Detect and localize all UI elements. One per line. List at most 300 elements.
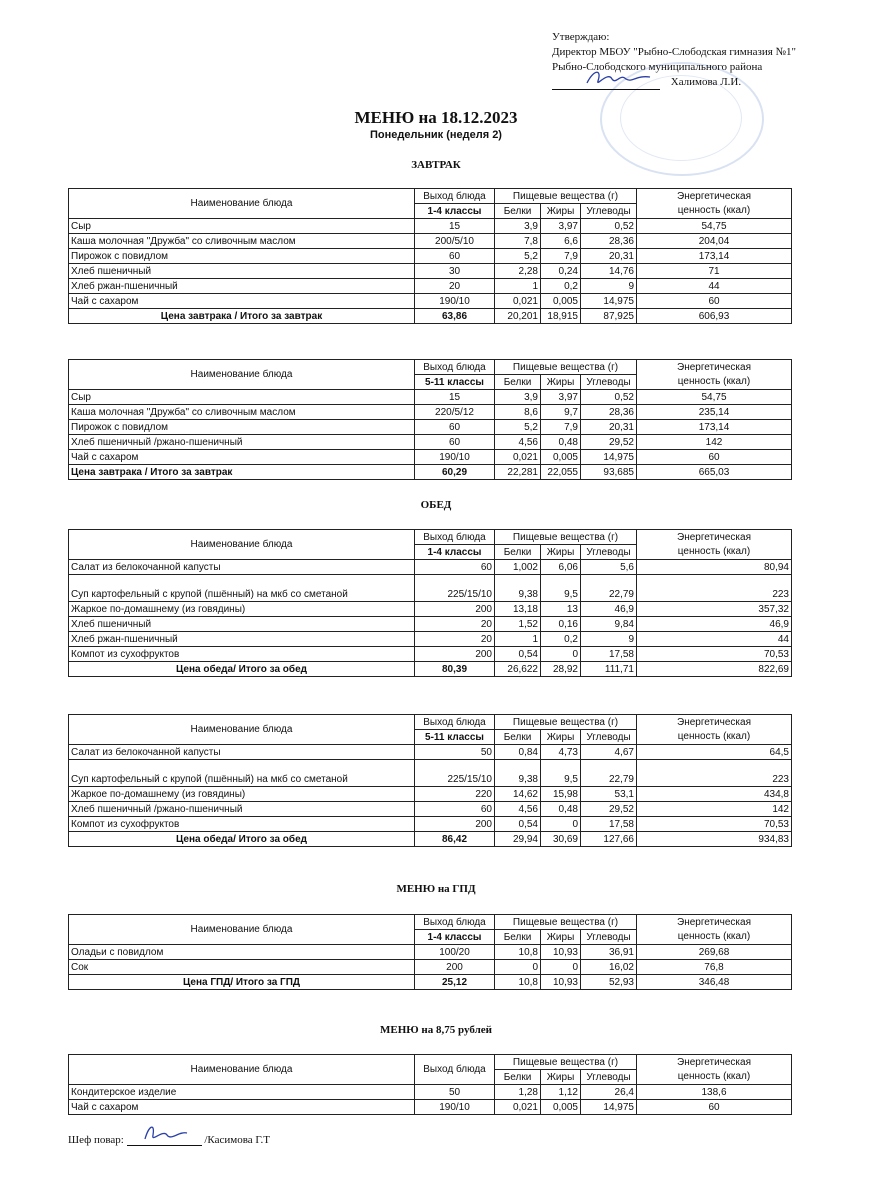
table-cell: 173,14 bbox=[637, 420, 792, 435]
header-energy bbox=[637, 189, 792, 219]
header-grade: 5-11 классы bbox=[415, 730, 495, 745]
total-cell: 127,66 bbox=[581, 832, 637, 847]
total-cell: 10,93 bbox=[541, 975, 581, 990]
table-cell: 44 bbox=[637, 279, 792, 294]
header-energy-line2: ценность (ккал) bbox=[677, 204, 751, 216]
table-cell: 3,9 bbox=[495, 390, 541, 405]
table-row bbox=[69, 647, 792, 662]
table-row bbox=[69, 787, 792, 802]
table-cell: 9,38 bbox=[495, 760, 541, 787]
table-cell: Оладьи с повидлом bbox=[69, 945, 415, 960]
table-cell: 60 bbox=[637, 294, 792, 309]
table-cell: 0 bbox=[541, 817, 581, 832]
table-cell: 200 bbox=[415, 960, 495, 975]
header-yield: Выход блюда bbox=[415, 530, 495, 545]
header-energy-line1: Энергетическая bbox=[677, 716, 751, 728]
table-header-row bbox=[69, 715, 792, 730]
table-cell: 54,75 bbox=[637, 219, 792, 234]
section-gpd: МЕНЮ на ГПД bbox=[396, 883, 476, 895]
menu-table-g1 bbox=[68, 914, 792, 990]
table-cell: Пирожок с повидлом bbox=[69, 420, 415, 435]
header-energy bbox=[637, 915, 792, 945]
table-cell: 1,52 bbox=[495, 617, 541, 632]
total-cell: 26,622 bbox=[495, 662, 541, 677]
table-cell: 0,2 bbox=[541, 279, 581, 294]
table-cell: Кондитерское изделие bbox=[69, 1085, 415, 1100]
table-cell: 142 bbox=[637, 802, 792, 817]
table-cell: 190/10 bbox=[415, 1100, 495, 1115]
table-cell: 434,8 bbox=[637, 787, 792, 802]
table-cell: 190/10 bbox=[415, 450, 495, 465]
header-carbs: Углеводы bbox=[581, 204, 637, 219]
header-carbs: Углеводы bbox=[581, 375, 637, 390]
table-cell: 13 bbox=[541, 602, 581, 617]
header-energy-line2: ценность (ккал) bbox=[677, 545, 751, 557]
table-cell: 204,04 bbox=[637, 234, 792, 249]
table-cell: Хлеб пшеничный /ржано-пшеничный bbox=[69, 435, 415, 450]
table-cell: 5,2 bbox=[495, 249, 541, 264]
table-cell: 142 bbox=[637, 435, 792, 450]
table-cell: 173,14 bbox=[637, 249, 792, 264]
total-label: Цена обеда/ Итого за обед bbox=[69, 662, 415, 677]
table-total-row bbox=[69, 832, 792, 847]
header-carbs: Углеводы bbox=[581, 545, 637, 560]
table-header-row bbox=[69, 530, 792, 545]
table-cell: 4,56 bbox=[495, 435, 541, 450]
total-cell: 22,055 bbox=[541, 465, 581, 480]
table-cell: 5,2 bbox=[495, 420, 541, 435]
header-proteins: Белки bbox=[495, 375, 541, 390]
table-cell: 5,6 bbox=[581, 560, 637, 575]
table-row bbox=[69, 234, 792, 249]
signature-underline bbox=[552, 77, 660, 90]
table-cell: 0,021 bbox=[495, 1100, 541, 1115]
table-cell: 50 bbox=[415, 1085, 495, 1100]
header-dish-name: Наименование блюда bbox=[69, 915, 415, 945]
table-cell: Жаркое по-домашнему (из говядины) bbox=[69, 602, 415, 617]
table-row bbox=[69, 294, 792, 309]
total-cell: 30,69 bbox=[541, 832, 581, 847]
chef-signature-underline bbox=[127, 1133, 202, 1146]
table-cell: 4,67 bbox=[581, 745, 637, 760]
table-cell: 64,5 bbox=[637, 745, 792, 760]
total-label: Цена завтрака / Итого за завтрак bbox=[69, 465, 415, 480]
table-cell: 0,24 bbox=[541, 264, 581, 279]
table-row bbox=[69, 219, 792, 234]
table-cell: Сок bbox=[69, 960, 415, 975]
header-yield: Выход блюда bbox=[415, 715, 495, 730]
table-header-row bbox=[69, 360, 792, 375]
header-fats: Жиры bbox=[541, 930, 581, 945]
header-grade: 1-4 классы bbox=[415, 204, 495, 219]
header-energy bbox=[637, 1055, 792, 1085]
table-cell: 44 bbox=[637, 632, 792, 647]
total-cell: 60,29 bbox=[415, 465, 495, 480]
table-row bbox=[69, 264, 792, 279]
table-cell: 70,53 bbox=[637, 647, 792, 662]
table-cell: 15 bbox=[415, 390, 495, 405]
header-energy-line2: ценность (ккал) bbox=[677, 730, 751, 742]
table-cell: 9 bbox=[581, 632, 637, 647]
table-cell: 53,1 bbox=[581, 787, 637, 802]
page-title: МЕНЮ на 18.12.2023 bbox=[354, 108, 518, 127]
header-fats: Жиры bbox=[541, 730, 581, 745]
header-proteins: Белки bbox=[495, 1070, 541, 1085]
table-cell: 13,18 bbox=[495, 602, 541, 617]
table-cell: 60 bbox=[415, 560, 495, 575]
table-cell: Хлеб пшеничный /ржано-пшеничный bbox=[69, 802, 415, 817]
total-label: Цена ГПД/ Итого за ГПД bbox=[69, 975, 415, 990]
header-nutrients: Пищевые вещества (г) bbox=[495, 360, 637, 375]
table-cell: 9,5 bbox=[541, 575, 581, 602]
section-cheap-menu: МЕНЮ на 8,75 рублей bbox=[380, 1024, 492, 1036]
header-energy-line2: ценность (ккал) bbox=[677, 375, 751, 387]
table-cell: 0 bbox=[495, 960, 541, 975]
table-cell: 0,54 bbox=[495, 647, 541, 662]
table-cell: 0,16 bbox=[541, 617, 581, 632]
header-proteins: Белки bbox=[495, 204, 541, 219]
table-header-row bbox=[69, 915, 792, 930]
header-fats: Жиры bbox=[541, 1070, 581, 1085]
table-row bbox=[69, 760, 792, 787]
total-cell: 52,93 bbox=[581, 975, 637, 990]
table-cell: 60 bbox=[415, 249, 495, 264]
table-cell: Чай с сахаром bbox=[69, 450, 415, 465]
header-nutrients: Пищевые вещества (г) bbox=[495, 530, 637, 545]
section-breakfast: ЗАВТРАК bbox=[411, 159, 461, 171]
table-cell: 0,84 bbox=[495, 745, 541, 760]
header-carbs: Углеводы bbox=[581, 930, 637, 945]
table-cell: 60 bbox=[415, 802, 495, 817]
total-cell: 86,42 bbox=[415, 832, 495, 847]
table-cell: 200 bbox=[415, 817, 495, 832]
table-cell: 0,52 bbox=[581, 219, 637, 234]
table-row bbox=[69, 249, 792, 264]
table-row bbox=[69, 617, 792, 632]
table-cell: 0,48 bbox=[541, 435, 581, 450]
total-cell: 111,71 bbox=[581, 662, 637, 677]
table-cell: 14,975 bbox=[581, 450, 637, 465]
table-cell: 220 bbox=[415, 787, 495, 802]
total-cell: 18,915 bbox=[541, 309, 581, 324]
header-energy-line1: Энергетическая bbox=[677, 916, 751, 928]
table-cell: 14,76 bbox=[581, 264, 637, 279]
total-cell: 10,8 bbox=[495, 975, 541, 990]
table-cell: 60 bbox=[637, 450, 792, 465]
table-cell: 20,31 bbox=[581, 249, 637, 264]
table-cell: 9,38 bbox=[495, 575, 541, 602]
table-cell: 9,84 bbox=[581, 617, 637, 632]
menu-table-b2 bbox=[68, 359, 792, 480]
approval-district: Рыбно-Слободского муниципального района bbox=[552, 61, 763, 73]
table-cell: 0,005 bbox=[541, 1100, 581, 1115]
table-cell: 14,975 bbox=[581, 294, 637, 309]
header-energy bbox=[637, 530, 792, 560]
menu-table-b1 bbox=[68, 188, 792, 324]
total-cell: 20,201 bbox=[495, 309, 541, 324]
table-cell: 4,56 bbox=[495, 802, 541, 817]
table-cell: 7,9 bbox=[541, 249, 581, 264]
menu-table-c1 bbox=[68, 1054, 792, 1115]
table-cell: 10,8 bbox=[495, 945, 541, 960]
header-energy-line1: Энергетическая bbox=[677, 361, 751, 373]
table-cell: 3,9 bbox=[495, 219, 541, 234]
table-cell: 138,6 bbox=[637, 1085, 792, 1100]
table-cell: 0,005 bbox=[541, 450, 581, 465]
approval-heading: Утверждаю: bbox=[552, 31, 610, 43]
table-cell: 7,9 bbox=[541, 420, 581, 435]
director-signature-icon bbox=[584, 67, 654, 89]
header-energy bbox=[637, 360, 792, 390]
table-cell: Пирожок с повидлом bbox=[69, 249, 415, 264]
header-energy-line1: Энергетическая bbox=[677, 1056, 751, 1068]
approval-director: Директор МБОУ "Рыбно-Слободская гимназия №1" bbox=[552, 46, 797, 58]
table-cell: 1 bbox=[495, 279, 541, 294]
table-cell: 60 bbox=[637, 1100, 792, 1115]
header-grade: 1-4 классы bbox=[415, 545, 495, 560]
table-row bbox=[69, 945, 792, 960]
table-cell: 0,54 bbox=[495, 817, 541, 832]
table-cell: 17,58 bbox=[581, 647, 637, 662]
table-cell: 3,97 bbox=[541, 390, 581, 405]
table-cell: 200/5/10 bbox=[415, 234, 495, 249]
table-cell: 50 bbox=[415, 745, 495, 760]
table-cell: 6,06 bbox=[541, 560, 581, 575]
table-cell: 190/10 bbox=[415, 294, 495, 309]
table-cell: Хлеб пшеничный bbox=[69, 264, 415, 279]
table-header-row bbox=[69, 189, 792, 204]
menu-table-l1 bbox=[68, 529, 792, 677]
table-total-row bbox=[69, 975, 792, 990]
table-total-row bbox=[69, 662, 792, 677]
table-cell: 46,9 bbox=[581, 602, 637, 617]
table-row bbox=[69, 279, 792, 294]
header-yield: Выход блюда bbox=[415, 1055, 495, 1085]
header-nutrients: Пищевые вещества (г) bbox=[495, 1055, 637, 1070]
table-row bbox=[69, 450, 792, 465]
table-cell: 0,2 bbox=[541, 632, 581, 647]
total-cell: 22,281 bbox=[495, 465, 541, 480]
approval-block bbox=[552, 30, 796, 90]
header-energy-line1: Энергетическая bbox=[677, 190, 751, 202]
table-cell: 0,48 bbox=[541, 802, 581, 817]
table-cell: 54,75 bbox=[637, 390, 792, 405]
table-cell: 20,31 bbox=[581, 420, 637, 435]
table-row bbox=[69, 405, 792, 420]
chef-name: /Касимова Г.Т bbox=[204, 1134, 271, 1146]
table-cell: 80,94 bbox=[637, 560, 792, 575]
table-cell: Каша молочная "Дружба" со сливочным маслом bbox=[69, 405, 415, 420]
chef-signature-block bbox=[68, 1133, 270, 1146]
total-cell: 80,39 bbox=[415, 662, 495, 677]
header-energy-line2: ценность (ккал) bbox=[677, 1070, 751, 1082]
total-cell: 822,69 bbox=[637, 662, 792, 677]
chef-label: Шеф повар: bbox=[68, 1134, 124, 1146]
table-row bbox=[69, 435, 792, 450]
total-cell: 63,86 bbox=[415, 309, 495, 324]
table-cell: Чай с сахаром bbox=[69, 294, 415, 309]
table-cell: 29,52 bbox=[581, 435, 637, 450]
table-cell: 0 bbox=[541, 960, 581, 975]
table-cell: 8,6 bbox=[495, 405, 541, 420]
table-cell: 70,53 bbox=[637, 817, 792, 832]
page-subtitle: Понедельник (неделя 2) bbox=[370, 129, 502, 141]
table-cell: 223 bbox=[637, 760, 792, 787]
table-cell: 2,28 bbox=[495, 264, 541, 279]
table-cell: 22,79 bbox=[581, 575, 637, 602]
header-nutrients: Пищевые вещества (г) bbox=[495, 715, 637, 730]
header-yield: Выход блюда bbox=[415, 189, 495, 204]
table-cell: 17,58 bbox=[581, 817, 637, 832]
table-cell: 9,5 bbox=[541, 760, 581, 787]
table-row bbox=[69, 632, 792, 647]
table-cell: 9 bbox=[581, 279, 637, 294]
table-cell: 0,005 bbox=[541, 294, 581, 309]
total-cell: 29,94 bbox=[495, 832, 541, 847]
table-cell: 28,36 bbox=[581, 234, 637, 249]
table-cell: 235,14 bbox=[637, 405, 792, 420]
table-cell: 60 bbox=[415, 435, 495, 450]
table-row bbox=[69, 560, 792, 575]
header-nutrients: Пищевые вещества (г) bbox=[495, 189, 637, 204]
table-row bbox=[69, 390, 792, 405]
table-cell: 14,975 bbox=[581, 1100, 637, 1115]
table-row bbox=[69, 1100, 792, 1115]
table-cell: Хлеб ржан-пшеничный bbox=[69, 632, 415, 647]
table-cell: 0,021 bbox=[495, 294, 541, 309]
table-cell: 76,8 bbox=[637, 960, 792, 975]
header-dish-name: Наименование блюда bbox=[69, 1055, 415, 1085]
table-cell: 1,28 bbox=[495, 1085, 541, 1100]
header-dish-name: Наименование блюда bbox=[69, 530, 415, 560]
header-nutrients: Пищевые вещества (г) bbox=[495, 915, 637, 930]
table-cell: 0,021 bbox=[495, 450, 541, 465]
table-cell: 0,52 bbox=[581, 390, 637, 405]
table-row bbox=[69, 1085, 792, 1100]
table-row bbox=[69, 802, 792, 817]
table-cell: Салат из белокочанной капусты bbox=[69, 745, 415, 760]
table-row bbox=[69, 817, 792, 832]
total-cell: 93,685 bbox=[581, 465, 637, 480]
table-cell: 10,93 bbox=[541, 945, 581, 960]
table-cell: 269,68 bbox=[637, 945, 792, 960]
header-dish-name: Наименование блюда bbox=[69, 360, 415, 390]
chef-signature-icon bbox=[141, 1121, 191, 1145]
total-cell: 28,92 bbox=[541, 662, 581, 677]
table-cell: 6,6 bbox=[541, 234, 581, 249]
table-cell: Чай с сахаром bbox=[69, 1100, 415, 1115]
header-energy bbox=[637, 715, 792, 745]
table-cell: 1,12 bbox=[541, 1085, 581, 1100]
header-proteins: Белки bbox=[495, 730, 541, 745]
header-dish-name: Наименование блюда bbox=[69, 715, 415, 745]
approval-signature-line bbox=[552, 75, 796, 90]
table-cell: Компот из сухофруктов bbox=[69, 647, 415, 662]
table-row bbox=[69, 960, 792, 975]
table-cell: 15,98 bbox=[541, 787, 581, 802]
table-cell: 20 bbox=[415, 632, 495, 647]
table-total-row bbox=[69, 309, 792, 324]
table-row bbox=[69, 420, 792, 435]
menu-table-l2 bbox=[68, 714, 792, 847]
total-cell: 934,83 bbox=[637, 832, 792, 847]
header-grade: 1-4 классы bbox=[415, 930, 495, 945]
table-cell: 0 bbox=[541, 647, 581, 662]
header-fats: Жиры bbox=[541, 545, 581, 560]
section-lunch: ОБЕД bbox=[420, 499, 452, 511]
header-carbs: Углеводы bbox=[581, 1070, 637, 1085]
table-cell: 225/15/10 bbox=[415, 575, 495, 602]
table-cell: Хлеб пшеничный bbox=[69, 617, 415, 632]
total-cell: 25,12 bbox=[415, 975, 495, 990]
table-cell: 14,62 bbox=[495, 787, 541, 802]
table-cell: Сыр bbox=[69, 390, 415, 405]
table-cell: 28,36 bbox=[581, 405, 637, 420]
table-cell: Суп картофельный с крупой (пшённый) на мкб со сметаной bbox=[69, 760, 415, 787]
total-cell: 665,03 bbox=[637, 465, 792, 480]
table-cell: 223 bbox=[637, 575, 792, 602]
table-cell: Каша молочная "Дружба" со сливочным маслом bbox=[69, 234, 415, 249]
table-total-row bbox=[69, 465, 792, 480]
table-cell: 200 bbox=[415, 602, 495, 617]
table-cell: 36,91 bbox=[581, 945, 637, 960]
header-energy-line1: Энергетическая bbox=[677, 531, 751, 543]
table-cell: 220/5/12 bbox=[415, 405, 495, 420]
total-label: Цена завтрака / Итого за завтрак bbox=[69, 309, 415, 324]
header-yield: Выход блюда bbox=[415, 360, 495, 375]
header-fats: Жиры bbox=[541, 204, 581, 219]
total-cell: 87,925 bbox=[581, 309, 637, 324]
total-cell: 606,93 bbox=[637, 309, 792, 324]
table-cell: 71 bbox=[637, 264, 792, 279]
header-energy-line2: ценность (ккал) bbox=[677, 930, 751, 942]
header-fats: Жиры bbox=[541, 375, 581, 390]
table-cell: 1 bbox=[495, 632, 541, 647]
header-carbs: Углеводы bbox=[581, 730, 637, 745]
table-cell: 7,8 bbox=[495, 234, 541, 249]
table-cell: Салат из белокочанной капусты bbox=[69, 560, 415, 575]
table-cell: 29,52 bbox=[581, 802, 637, 817]
total-cell: 346,48 bbox=[637, 975, 792, 990]
table-cell: Хлеб ржан-пшеничный bbox=[69, 279, 415, 294]
table-cell: 26,4 bbox=[581, 1085, 637, 1100]
table-cell: 9,7 bbox=[541, 405, 581, 420]
table-cell: 100/20 bbox=[415, 945, 495, 960]
approval-signer: Халимова Л.И. bbox=[670, 76, 742, 88]
table-row bbox=[69, 602, 792, 617]
table-cell: 1,002 bbox=[495, 560, 541, 575]
table-cell: 46,9 bbox=[637, 617, 792, 632]
header-grade: 5-11 классы bbox=[415, 375, 495, 390]
header-yield: Выход блюда bbox=[415, 915, 495, 930]
table-row bbox=[69, 575, 792, 602]
table-cell: 357,32 bbox=[637, 602, 792, 617]
header-proteins: Белки bbox=[495, 930, 541, 945]
table-cell: Суп картофельный с крупой (пшённый) на мкб со сметаной bbox=[69, 575, 415, 602]
table-cell: 20 bbox=[415, 279, 495, 294]
table-cell: 200 bbox=[415, 647, 495, 662]
table-cell: 225/15/10 bbox=[415, 760, 495, 787]
header-proteins: Белки bbox=[495, 545, 541, 560]
table-row bbox=[69, 745, 792, 760]
total-label: Цена обеда/ Итого за обед bbox=[69, 832, 415, 847]
table-cell: 20 bbox=[415, 617, 495, 632]
header-dish-name: Наименование блюда bbox=[69, 189, 415, 219]
table-cell: Компот из сухофруктов bbox=[69, 817, 415, 832]
table-cell: 16,02 bbox=[581, 960, 637, 975]
table-cell: Жаркое по-домашнему (из говядины) bbox=[69, 787, 415, 802]
table-header-row bbox=[69, 1055, 792, 1070]
